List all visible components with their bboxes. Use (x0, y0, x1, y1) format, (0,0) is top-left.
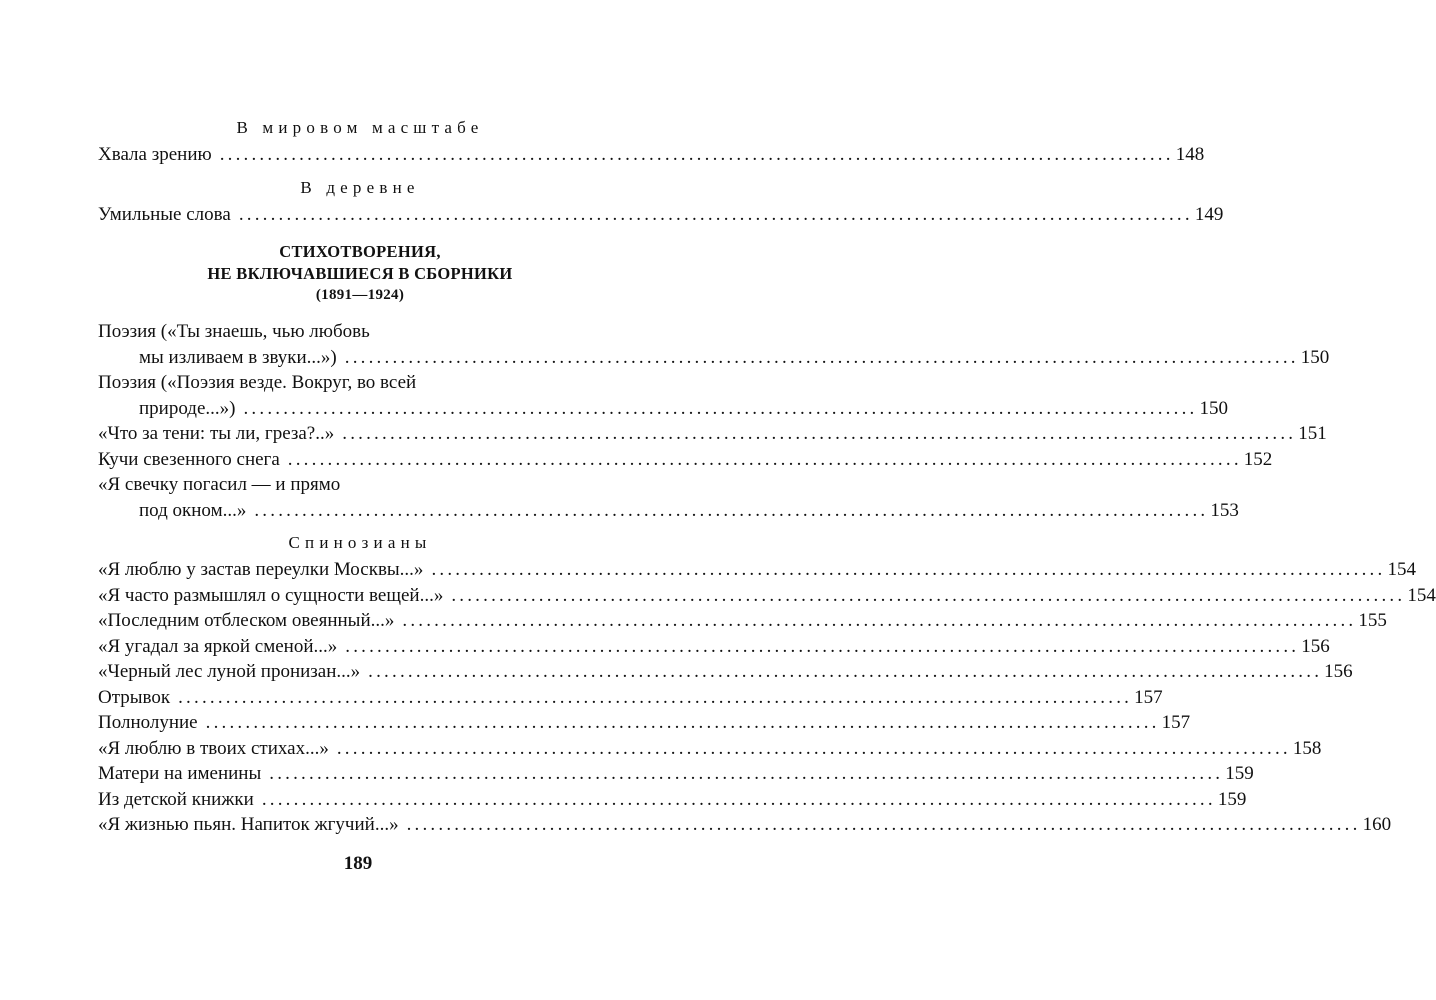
leader-dots: ........................................................................................................................ (345, 635, 1300, 657)
toc-entry (98, 447, 1273, 473)
part-heading-line2: НЕ ВКЛЮЧАВШИЕСЯ В СБОРНИКИ (207, 264, 513, 283)
leader-dots: ........................................................................................................................ (269, 763, 1224, 784)
entry-page: 158 (1292, 737, 1322, 759)
entry-page: 160 (1362, 814, 1392, 835)
toc-entry (98, 634, 1330, 660)
toc-column (98, 114, 1436, 838)
entry-page: 150 (1300, 346, 1330, 368)
page-number: 189 (343, 853, 373, 874)
part-heading-years: (1891—1924) (315, 287, 405, 303)
entry-title-continued: мы изливаем в звуки...») (139, 346, 337, 368)
entry-title: Умильные слова (98, 203, 231, 225)
entry-page: 155 (1358, 610, 1387, 631)
leader-dots: ........................................................................................................................ (336, 737, 1291, 759)
toc-entry (98, 421, 1327, 447)
toc-entry (98, 142, 1205, 168)
leader-dots: ........................................................................................................................ (261, 788, 1216, 810)
entry-page: 157 (1134, 686, 1163, 708)
entry-title: Полнолуние (98, 712, 198, 733)
entry-page: 150 (1199, 397, 1228, 419)
entry-page: 154 (1407, 584, 1436, 606)
entry-title: «Что за тени: ты ли, греза?..» (98, 423, 335, 444)
toc-entry (98, 659, 1353, 685)
entry-title: Кучи свезенного снега (98, 448, 280, 470)
toc-entry (98, 370, 1228, 421)
entry-title-continued: природе...») (139, 397, 236, 419)
entry-title: Из детской книжки (98, 788, 254, 810)
entry-title: «Я люблю у застав переулки Москвы...» (98, 559, 424, 580)
entry-title: «Черный лес луной пронизан...» (98, 661, 361, 682)
entry-title: «Я свечку погасил — и прямо (98, 474, 341, 495)
entry-page: 148 (1175, 144, 1205, 165)
spinoziana-list (98, 557, 1436, 838)
toc-entry (98, 812, 1392, 838)
toc-entry (98, 608, 1387, 634)
entry-page: 149 (1194, 203, 1224, 225)
leader-dots: ........................................................................................................................ (406, 814, 1361, 835)
entry-page: 154 (1387, 559, 1416, 580)
leader-dots: ........................................................................................................................ (368, 661, 1323, 682)
entry-title: «Я угадал за яркой сменой...» (98, 635, 338, 657)
entry-title: «Я люблю в твоих стихах...» (98, 737, 329, 759)
section-title-world-scale: В мировом масштабе (236, 118, 484, 137)
toc-entry (98, 319, 1330, 370)
section-title-spinoziana: Спинозианы (288, 533, 432, 552)
entry-title: «Я жизнью пьян. Напиток жгучий...» (98, 814, 399, 835)
toc-entry (98, 202, 1224, 228)
section-title-village: В деревне (300, 177, 420, 197)
entry-title: Матери на именины (98, 763, 262, 784)
entry-title: «Последним отблеском овеянный...» (98, 610, 395, 631)
entry-page: 152 (1243, 448, 1273, 470)
entry-title-continued: под окном...» (139, 499, 247, 521)
leader-dots: ........................................................................................................................ (178, 686, 1133, 708)
leader-dots: ........................................................................................................................ (219, 144, 1174, 165)
entry-page: 156 (1324, 661, 1353, 682)
entry-page: 157 (1161, 712, 1191, 733)
toc-entry (98, 736, 1322, 762)
toc-entry (98, 761, 1254, 787)
entry-title: Поэзия («Ты знаешь, чью любовь (98, 321, 370, 342)
entry-title: «Я часто размышлял о сущности вещей...» (98, 584, 444, 606)
toc-entry (98, 583, 1436, 609)
part-heading-line1: СТИХОТВОРЕНИЯ, (279, 242, 441, 261)
entry-page: 159 (1217, 788, 1247, 810)
entry-title: Хвала зрению (98, 144, 212, 165)
toc-entry (98, 685, 1163, 711)
leader-dots: ........................................................................................................................ (254, 499, 1209, 521)
entry-page: 153 (1210, 499, 1239, 521)
entry-page: 156 (1301, 635, 1330, 657)
leader-dots: ........................................................................................................................ (402, 610, 1357, 631)
leader-dots: ........................................................................................................................ (342, 423, 1297, 444)
leader-dots: ........................................................................................................................ (287, 448, 1242, 470)
entry-title: Отрывок (98, 686, 171, 708)
leader-dots: ........................................................................................................................ (243, 397, 1198, 419)
toc-entry (98, 557, 1416, 583)
leader-dots: ........................................................................................................................ (431, 559, 1386, 580)
toc-entry (98, 710, 1191, 736)
toc-entry (98, 472, 1239, 523)
entry-page: 151 (1298, 423, 1327, 444)
entry-page: 159 (1225, 763, 1254, 784)
leader-dots: ........................................................................................................................ (205, 712, 1160, 733)
leader-dots: ........................................................................................................................ (238, 203, 1193, 225)
leader-dots: ........................................................................................................................ (344, 346, 1299, 368)
leader-dots: ........................................................................................................................ (451, 584, 1406, 606)
entry-title: Поэзия («Поэзия везде. Вокруг, во всей (98, 372, 417, 393)
toc-entry (98, 787, 1247, 813)
